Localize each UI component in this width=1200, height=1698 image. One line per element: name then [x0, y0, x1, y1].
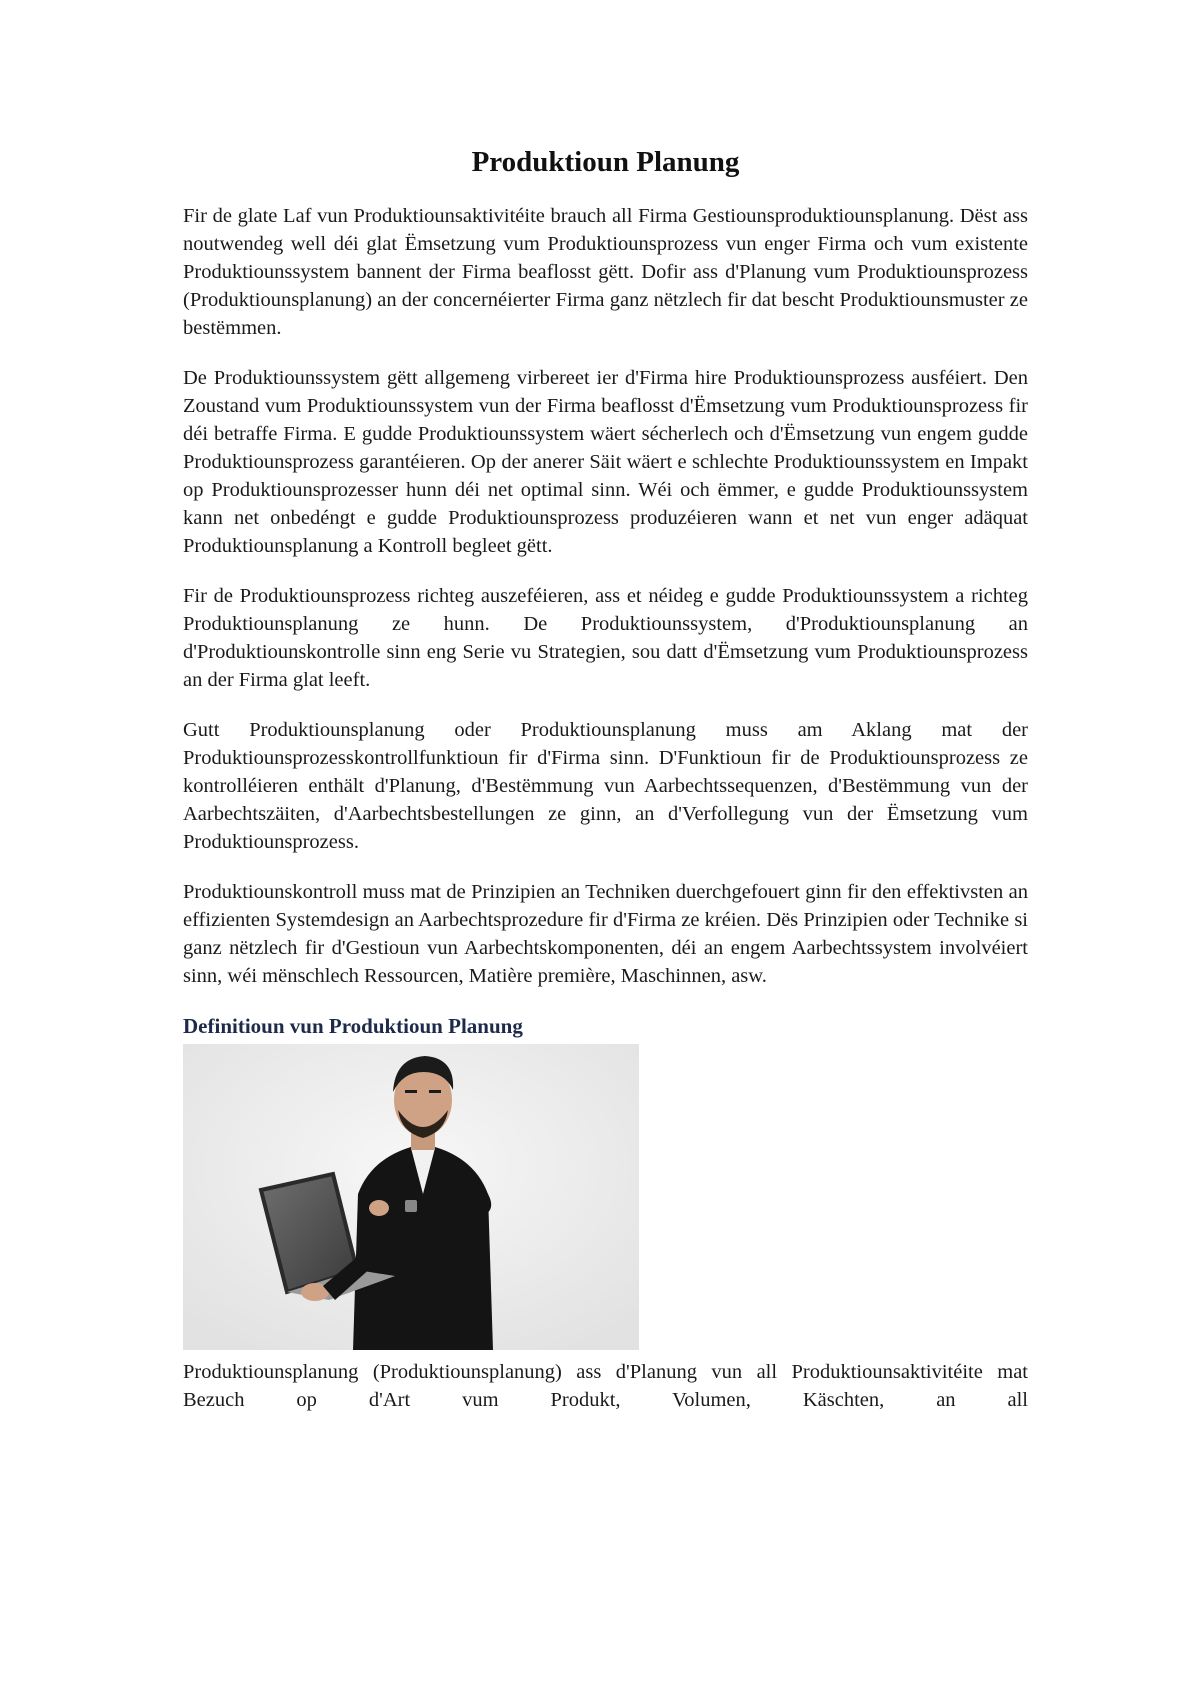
paragraph-5: Produktiounskontroll muss mat de Prinzipien an Techniken duerchgefouert ginn fir den effektivsten an effizienten Systemdesign an Aarbechtsprozedure fir d'Firma ze kréien. Dës Prinzipien oder Technike si ganz nëtzlech fir d'Gestioun vun Aarbechtskomponenten, déi an engem Aarbechtssystem involvéiert sinn, wéi mënschlech Ressourcen, Matière première, Maschinnen, asw.	[183, 881, 1028, 987]
businessman-laptop-photo	[183, 1044, 639, 1350]
document-title: Produktioun Planung	[471, 146, 740, 178]
paragraph-1: Fir de glate Laf vun Produktiounsaktivitéite brauch all Firma Gestiounsproduktiounsplanung. Dëst ass noutwendeg well déi glat Ëmsetzung vum Produktiounsprozess vun enger Firma och vum existente Produktiounssystem bannent der Firma beaflosst gëtt. Dofir ass d'Planung vum Produktiounsprozess (Produktiounsplanung) an der concernéierter Firma ganz nëtzlech fir dat bescht Produktiounsmuster ze bestëmmen.	[183, 205, 1028, 339]
closing-paragraph: Produktiounsplanung (Produktiounsplanung) ass d'Planung vun all Produktiounsaktivitéite mat Bezuch op d'Art vum Produkt, Volumen, Käschten, an all	[183, 1361, 1028, 1411]
paragraph-3: Fir de Produktiounsprozess richteg auszeféieren, ass et néideg e gudde Produktiounssystem a richteg Produktiounsplanung ze hunn. De Produktiounssystem, d'Produktiounsplanung an d'Produktiounskontrolle sinn eng Serie vu Strategien, sou datt d'Ëmsetzung vum Produktiounsprozess an der Firma glat leeft.	[183, 585, 1028, 691]
document-body	[183, 142, 1028, 1436]
paragraph-2: De Produktiounssystem gëtt allgemeng virbereet ier d'Firma hire Produktiounsprozess ausféiert. Den Zoustand vum Produktiounssystem vun der Firma beaflosst d'Ëmsetzung vum Produktiounsprozess fir déi betraffe Firma. E gudde Produktiounssystem wäert sécherlech och d'Ëmsetzung vun engem gudde Produktiounsprozess garantéieren. Op der anerer Säit wäert e schlechte Produktiounssystem en Impakt op Produktiounsprozesser hunn déi net optimal sinn. Wéi och ëmmer, e gudde Produktiounssystem kann net onbedéngt e gudde Produktiounsprozess produzéieren wann et net vun enger adäquat Produktiounsplanung a Kontroll begleet gëtt.	[183, 367, 1028, 557]
paragraph-4: Gutt Produktiounsplanung oder Produktiounsplanung muss am Aklang mat der Produktiounsprozesskontrollfunktioun fir d'Firma sinn. D'Funktioun fir de Produktiounsprozess ze kontrolléieren enthält d'Planung, d'Bestëmmung vun Aarbechtssequenzen, d'Bestëmmung vun der Aarbechtszäiten, d'Aarbechtsbestellungen ze ginn, an d'Verfollegung vun der Ëmsetzung vum Produktiounsprozess.	[183, 719, 1028, 853]
section-heading: Definitioun vun Produktioun Planung	[183, 1014, 523, 1038]
